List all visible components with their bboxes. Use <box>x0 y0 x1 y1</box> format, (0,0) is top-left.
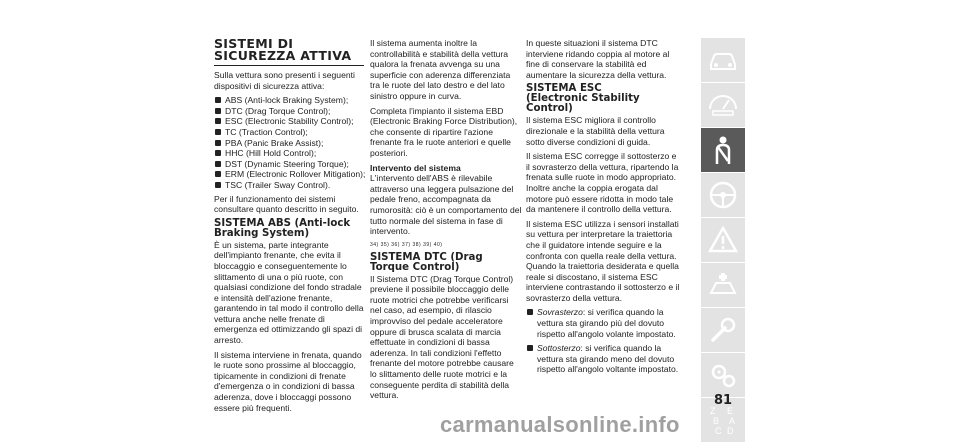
tab-warning-lights[interactable] <box>701 218 745 262</box>
svg-text:Z: Z <box>710 406 716 416</box>
abs-heading: SISTEMA ABS (Anti-lock Braking System) <box>214 217 351 239</box>
bullet-box-icon <box>527 345 533 351</box>
list-item: TSC (Trailer Sway Control). <box>214 180 366 191</box>
list-item: TC (Traction Control); <box>214 127 366 138</box>
intervento-heading: Intervento del sistema <box>370 162 461 173</box>
bullet-box-icon <box>215 161 221 167</box>
bullet-box-icon <box>215 108 221 114</box>
svg-text:D: D <box>727 426 734 436</box>
chapter-tabs <box>701 38 745 443</box>
list-item: HHC (Hill Hold Control); <box>214 148 366 159</box>
emergency-icon <box>707 269 739 301</box>
dtc-heading: SISTEMA DTC (Drag Torque Control) <box>370 251 483 273</box>
tab-starting-driving[interactable] <box>701 173 745 217</box>
abs-paragraph-1: È un sistema, parte integrante dell'impianto frenante, che evita il bloccaggio e conseguentemente lo slittamento di una o più ruote, con qualsiasi condizione del fondo stradale e intensità dell'azione frenante, garantendo in tal modo il controllo della vettura anche nelle frenate di emergenza ed ottimizzando gli spazi di arresto. <box>214 239 364 346</box>
car-icon <box>707 44 739 76</box>
after-list-paragraph: Per il funzionamento dei sistemi consultare quanto descritto in seguito. <box>214 193 359 215</box>
list-item: ESC (Electronic Stability Control); <box>214 116 366 127</box>
systems-list <box>214 95 366 190</box>
bullet-box-icon <box>215 182 221 188</box>
bullet-box-icon <box>215 129 221 135</box>
esc-heading: SISTEMA ESC (Electronic Stability Control) <box>526 83 640 115</box>
tab-maintenance[interactable] <box>701 308 745 352</box>
intro-paragraph: Sulla vettura sono presenti i seguenti dispositivi di sicurezza attiva: <box>214 70 355 91</box>
tab-emergency[interactable] <box>701 263 745 307</box>
esc-paragraph-1: Il sistema ESC migliora il controllo direzionale e la stabilità della vettura sotto diverse condizioni di guida. <box>526 115 665 147</box>
list-item: ERM (Electronic Rollover Mitigation); <box>214 169 366 180</box>
tab-safety[interactable] <box>701 128 745 172</box>
esc-paragraph-2: Il sistema ESC corregge il sottosterzo e il sovrasterzo della vettura, ripartendo la frenata sulle ruote in modo appropriato. Inoltre anche la coppia erogata dal motore può essere ridotta in modo tale da mantenere il controllo della vettura. <box>526 151 679 215</box>
list-item: ABS (Anti-lock Braking System); <box>214 95 366 106</box>
column-1 <box>214 38 366 417</box>
bullet-box-icon <box>527 309 533 315</box>
column-2 <box>370 38 522 405</box>
svg-text:C: C <box>715 426 722 436</box>
steering-wheel-icon <box>707 179 739 211</box>
dtc-paragraph-2: In queste situazioni il sistema DTC interviene ridando coppia al motore al fine di conservare la stabilità ed aumentare la sicurezza della vettura. <box>526 38 670 80</box>
list-item: DTC (Drag Torque Control); <box>214 106 366 117</box>
abs-paragraph-2: Il sistema interviene in frenata, quando le ruote sono prossime al bloccaggio, tipicamente in condizioni di frenate d'emergenza o in condizioni di bassa aderenza, dove i bloccaggi possono essere più frequenti. <box>214 349 362 413</box>
understeer-item: Sottosterzo: si verifica quando la vettura sta girando meno del dovuto rispetto all'angolo voltante impostato. <box>526 343 682 375</box>
watermark: carmanualsonline.info <box>440 412 680 437</box>
svg-text:B: B <box>713 416 720 426</box>
seatbelt-icon <box>707 134 739 166</box>
section-title <box>214 38 366 65</box>
warning-triangle-icon <box>707 224 739 256</box>
svg-text:E: E <box>727 406 734 416</box>
dashboard-icon <box>707 89 739 121</box>
list-item: DST (Dynamic Steering Torque); <box>214 159 366 170</box>
bullet-box-icon <box>215 150 221 156</box>
ebd-paragraph: Completa l'impianto il sistema EBD (Electronic Braking Force Distribution), che consente di ripartire l'azione frenante fra le ruote anteriori e quelle posteriori. <box>370 105 518 158</box>
page-number: 81 <box>713 393 733 408</box>
dtc-paragraph: Il Sistema DTC (Drag Torque Control) previene il possibile bloccaggio delle ruote motrici che potrebbe verificarsi nel caso, ad esempio, di rilascio improvviso del pedale acceleratore oppure di brusca scalata di marcia effettuate in condizioni di bassa aderenza. In tali condizioni l'effetto frenante del motore potrebbe causare lo slittamento delle ruote motrici e la conseguente perdita di stabilità della vettura. <box>370 273 514 401</box>
wrench-icon <box>707 314 739 346</box>
title-underline <box>214 65 364 66</box>
tab-technical-data[interactable] <box>701 353 745 397</box>
tab-vehicle[interactable] <box>701 38 745 82</box>
bullet-box-icon <box>215 118 221 124</box>
index-letters-icon <box>707 404 739 436</box>
section-title-line-2: SICUREZZA ATTIVA <box>214 48 352 63</box>
bullet-box-icon <box>215 140 221 146</box>
intervento-paragraph: L'intervento dell'ABS è rilevabile attraverso una leggera pulsazione del pedale freno, accompagnata da rumorosità: ciò è un comportamento del tutto normale del sistema in fase di intervento. <box>370 173 522 237</box>
column-3 <box>526 38 682 379</box>
abs-paragraph-3: Il sistema aumenta inoltre la controllabilità e stabilità della vettura qualora la frenata avvenga su una superficie con aderenza differenziata tra le ruote del lato destro e del lato sinistro oppure in curva. <box>370 38 511 101</box>
bullet-box-icon <box>215 171 221 177</box>
esc-paragraph-3: Il sistema ESC utilizza i sensori installati su vettura per interpretare la traiettoria che il guidatore intende seguire e la confronta con quella reale della vettura. Quando la traiettoria desiderata e quella reale si discostano, il sistema ESC interviene contrastando il sottosterzo e il sovrasterzo della vettura. <box>526 218 680 303</box>
bullet-box-icon <box>215 97 221 103</box>
footnote-references: 34) 35) 36) 37) 38) 39) 40) <box>370 241 443 248</box>
gears-icon <box>707 359 739 391</box>
section-title-line-1: SISTEMI DI <box>214 36 294 51</box>
oversteer-item: Sovrasterzo: si verifica quando la vettura sta girando più del dovuto rispetto all'angolo volante impostato. <box>526 307 682 339</box>
tab-dashboard[interactable] <box>701 83 745 127</box>
svg-text:A: A <box>729 416 736 426</box>
list-item: PBA (Panic Brake Assist); <box>214 138 366 149</box>
